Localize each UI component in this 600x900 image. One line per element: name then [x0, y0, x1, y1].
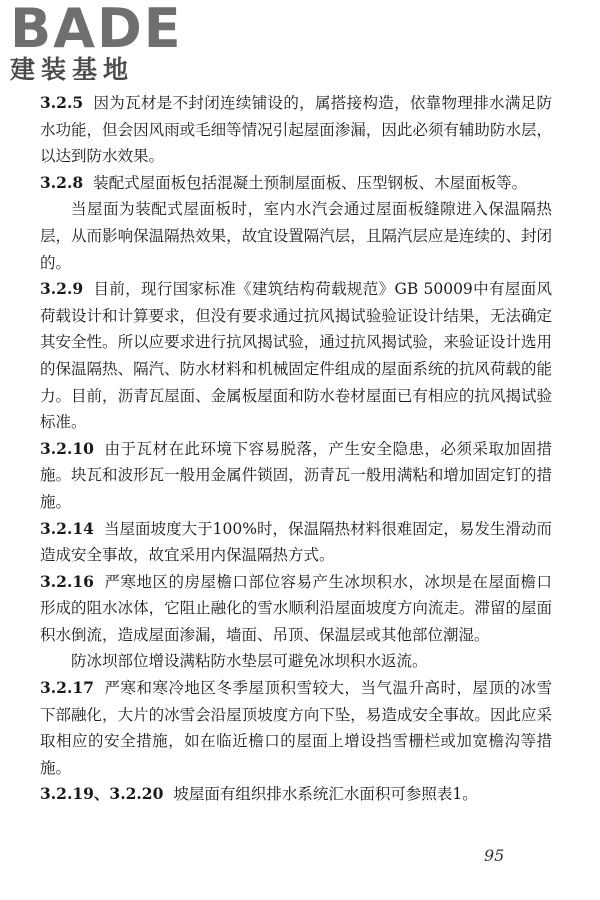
clause-number: 3.2.19、3.2.20: [40, 784, 164, 804]
clause-number: 3.2.5: [40, 93, 84, 112]
clause-3-2-16: [40, 569, 552, 649]
clause-text: 严寒和寒冷地区冬季屋顶积雪较大，当气温升高时，屋顶的冰雪下部融化，大片的冰雪会沿屋顶坡度方向下坠，易造成安全事故。因此应采取相应的安全措施，如在临近檐口的屋面上增设挡雪栅栏或加宽檐沟等措施。: [40, 679, 552, 777]
clause-3-2-19-20: [40, 781, 552, 808]
clause-text: 防冰坝部位增设满粘防水垫层可避免冰坝积水返流。: [71, 652, 428, 671]
logo-subtitle: 建装基地: [10, 55, 135, 84]
clause-text: 严寒地区的房屋檐口部位容易产生冰坝积水，冰坝是在屋面檐口形成的阻水冰体，它阻止融化的雪水顺利沿屋面坡度方向流走。滞留的屋面积水倒流，造成屋面渗漏，墙面、吊顶、保温层或其他部位潮湿。: [40, 572, 552, 644]
clause-3-2-9: [40, 276, 552, 436]
clause-3-2-5: [40, 90, 552, 170]
clause-text: 目前，现行国家标准《建筑结构荷载规范》GB 50009中有屋面风荷载设计和计算要求，但没有要求通过抗风揭试验验证设计结果，无法确定其安全性。所以应要求进行抗风揭试验，通过抗风揭试验，来验证设计选用的保温隔热、隔汽、防水材料和机械固定件组成的屋面系统的抗风荷载的能力。目前，沥青瓦屋面、金属板屋面和防水卷材屋面已有相应的抗风揭试验标准。: [40, 280, 552, 432]
page-number: 95: [484, 846, 505, 865]
clause-text: 当屋面为装配式屋面板时，室内水汽会通过屋面板缝隙进入保温隔热层，从而影响保温隔热效果，故宜设置隔汽层，且隔汽层应是连续的、封闭的。: [40, 200, 552, 272]
clause-text: 装配式屋面板包括混凝土预制屋面板、压型钢板、木屋面板等。: [93, 173, 528, 192]
clause-number: 3.2.10: [40, 438, 94, 458]
clause-3-2-8: [40, 170, 552, 197]
clause-text: 因为瓦材是不封闭连续铺设的，属搭接构造，依靠物理排水满足防水功能，但会因风雨或毛细等情况引起屋面渗漏，因此必须有辅助防水层，以达到防水效果。: [40, 94, 552, 166]
clause-3-2-10: [40, 436, 552, 516]
clause-3-2-8-continued: [40, 196, 552, 276]
clause-3-2-17: [40, 675, 552, 781]
clause-number: 3.2.17: [40, 678, 94, 698]
clause-number: 3.2.14: [40, 518, 94, 538]
clause-text: 当屋面坡度大于100%时，保温隔热材料很难固定，易发生滑动而造成安全事故，故宜采用内保温隔热方式。: [40, 519, 552, 565]
clause-number: 3.2.8: [40, 172, 84, 192]
clause-text: 坡屋面有组织排水系统汇水面积可参照表1。: [173, 785, 478, 804]
clause-number: 3.2.9: [40, 279, 84, 299]
clause-3-2-16-continued: [40, 648, 552, 675]
document-body: [40, 90, 552, 808]
logo: [10, 2, 200, 84]
logo-wordmark: BADE: [10, 0, 183, 60]
clause-3-2-14: [40, 516, 552, 569]
clause-text: 由于瓦材在此环境下容易脱落，产生安全隐患，必须采取加固措施。块瓦和波形瓦一般用金属件锁固，沥青瓦一般用满粘和增加固定钉的措施。: [40, 439, 552, 511]
clause-number: 3.2.16: [40, 571, 94, 591]
